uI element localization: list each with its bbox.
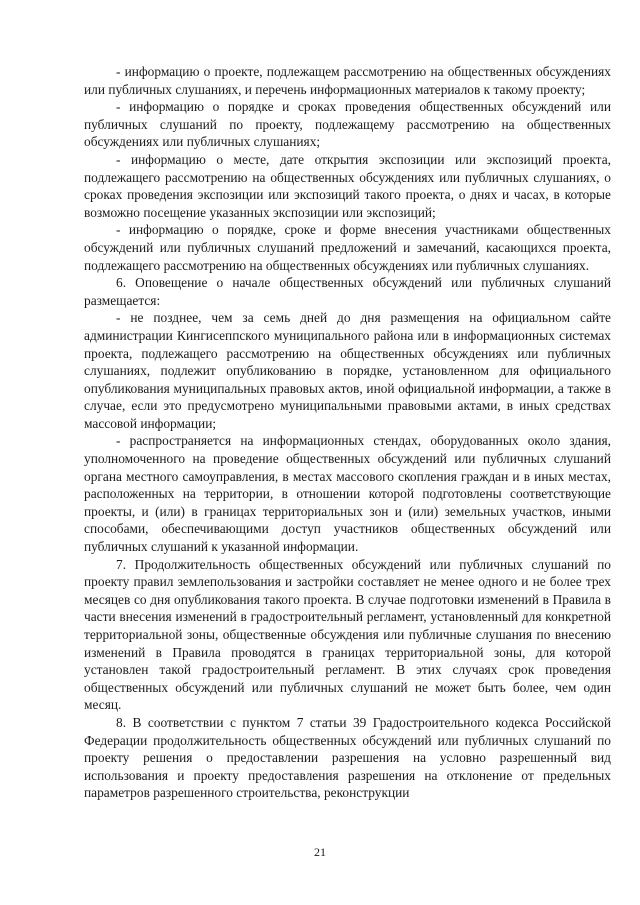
paragraph-exposition-info: - информацию о месте, дате открытия экспозиции или экспозиций проекта, подлежащего рассмотрению на общественных обсуждениях или публичных слушаниях, о сроках проведения экспозиции или экспозиций такого проекта, о днях и часах, в которые возможно посещение указанных экспозиции или экспозиций; xyxy=(84,151,611,220)
paragraph-project-info: - информацию о проекте, подлежащем рассмотрению на общественных обсуждениях или публичных слушаниях, и перечень информационных материалов к такому проекту; xyxy=(84,64,611,97)
paragraph-item-8: 8. В соответствии с пунктом 7 статьи 39 Градостроительного кодекса Российской Федерации продолжительность общественных обсуждений или публичных слушаний по проекту решения о предоставлении разрешения на условно разрешенный вид использования и проекту предоставления разрешения на отклонение от предельных параметров разрешенного строительства, реконструкции xyxy=(84,714,611,801)
document-body xyxy=(84,63,611,802)
paragraph-information-stands: - распространяется на информационных стендах, оборудованных около здания, уполномоченного на проведение общественных обсуждений или публичных слушаний органа местного самоуправления, в местах массового скопления граждан и в иных местах, расположенных на территории, в отношении которой подготовлены соответствующие проекты, и (или) в границах территориальных зон и (или) земельных участков, иными способами, обеспечивающими доступ участников общественных обсуждений или публичных слушаний к указанной информации. xyxy=(84,433,611,555)
page-number: 21 xyxy=(314,845,326,859)
paragraph-publication-deadline: - не позднее, чем за семь дней до дня размещения на официальном сайте администрации Кингисеппского муниципального района или в информационных системах проекта, подлежащего рассмотрению на общественных обсуждениях или публичных слушаниях, подлежит опубликованию в порядке, установленном для официального опубликования муниципальных правовых актов, иной официальной информации, а также в случае, если это предусмотрено муниципальными правовыми актами, в иных средствах массовой информации; xyxy=(84,310,611,431)
paragraph-item-6: 6. Оповещение о начале общественных обсуждений или публичных слушаний размещается: xyxy=(84,275,611,308)
paragraph-procedure-info: - информацию о порядке и сроках проведения общественных обсуждений или публичных слушаний по проекту, подлежащему рассмотрению на общественных обсуждениях или публичных слушаниях; xyxy=(84,99,611,150)
paragraph-item-7: 7. Продолжительность общественных обсуждений или публичных слушаний по проекту правил землепользования и застройки составляет не менее одного и не более трех месяцев со дня опубликования такого проекта. В случае подготовки изменений в Правила в части внесения изменений в градостроительный регламент, установленный для конкретной территориальной зоны, общественные обсуждения или публичные слушания по внесению изменений в Правила проводятся в границах территориальной зоны, для которой установлен такой градостроительный регламент. В этих случаях срок проведения общественных обсуждений или публичных слушаний не может быть более, чем один месяц. xyxy=(84,556,611,713)
paragraph-proposals-info: - информацию о порядке, сроке и форме внесения участниками общественных обсуждений или публичных слушаний предложений и замечаний, касающихся проекта, подлежащего рассмотрению на общественных обсуждениях или публичных слушаниях. xyxy=(84,222,611,273)
